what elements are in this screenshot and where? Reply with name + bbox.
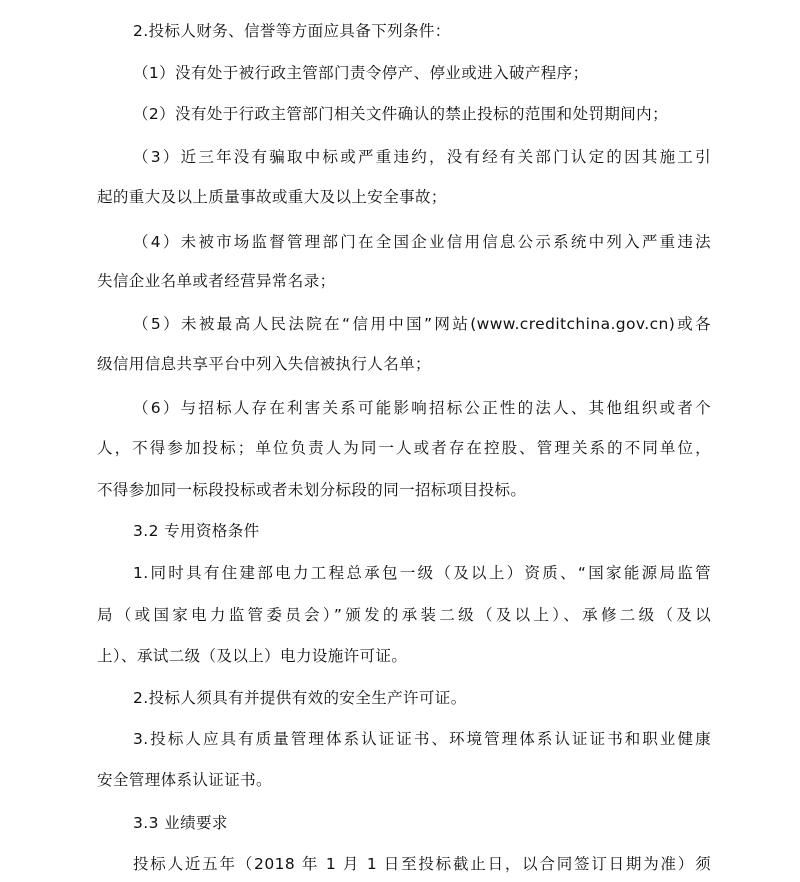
line-performance-1: 投标人近五年（2018 年 1 月 1 日至投标截止日，以合同签订日期为准）须 <box>133 855 711 873</box>
line-condition-6: （6）与招标人存在利害关系可能影响招标公正性的法人、其他组织或者个 <box>133 399 711 417</box>
line-qualification-3: 3.投标人应具有质量管理体系认证证书、环境管理体系认证证书和职业健康 <box>133 730 711 748</box>
line-qualification-3-cont: 安全管理体系认证证书。 <box>97 771 272 789</box>
line-condition-3: （3）近三年没有骗取中标或严重违约，没有经有关部门认定的因其施工引 <box>133 148 711 166</box>
line-condition-6-cont-1: 人，不得参加投标；单位负责人为同一人或者存在控股、管理关系的不同单位， <box>97 439 711 457</box>
line-condition-2: （2）没有处于行政主管部门相关文件确认的禁止投标的范围和处罚期间内； <box>133 105 668 123</box>
line-condition-5: （5）未被最高人民法院在“信用中国”网站(www.creditchina.gov.cn)或各 <box>133 315 711 333</box>
line-condition-1: （1）没有处于被行政主管部门责令停产、停业或进入破产程序； <box>133 64 589 82</box>
line-financial-conditions-heading: 2.投标人财务、信誉等方面应具备下列条件： <box>133 22 451 40</box>
line-condition-6-cont-2: 不得参加同一标段投标或者未划分标段的同一招标项目投标。 <box>97 481 527 499</box>
section-heading-performance-requirements: 3.3 业绩要求 <box>133 814 228 832</box>
line-condition-3-cont: 起的重大及以上质量事故或重大及以上安全事故； <box>97 188 447 206</box>
line-qualification-1-cont-1: 局（或国家电力监管委员会）”颁发的承装二级（及以上）、承修二级（及以 <box>97 606 711 624</box>
line-qualification-1-cont-2: 上）、承试二级（及以上）电力设施许可证。 <box>97 647 408 665</box>
line-condition-4: （4）未被市场监督管理部门在全国企业信用信息公示系统中列入严重违法 <box>133 233 711 251</box>
line-qualification-1: 1.同时具有住建部电力工程总承包一级（及以上）资质、“国家能源局监管 <box>133 564 711 582</box>
section-heading-special-qualifications: 3.2 专用资格条件 <box>133 522 260 540</box>
line-qualification-2: 2.投标人须具有并提供有效的安全生产许可证。 <box>133 689 467 707</box>
line-condition-4-cont: 失信企业名单或者经营异常名录； <box>97 272 336 290</box>
line-condition-5-cont: 级信用信息共享平台中列入失信被执行人名单； <box>97 355 431 373</box>
